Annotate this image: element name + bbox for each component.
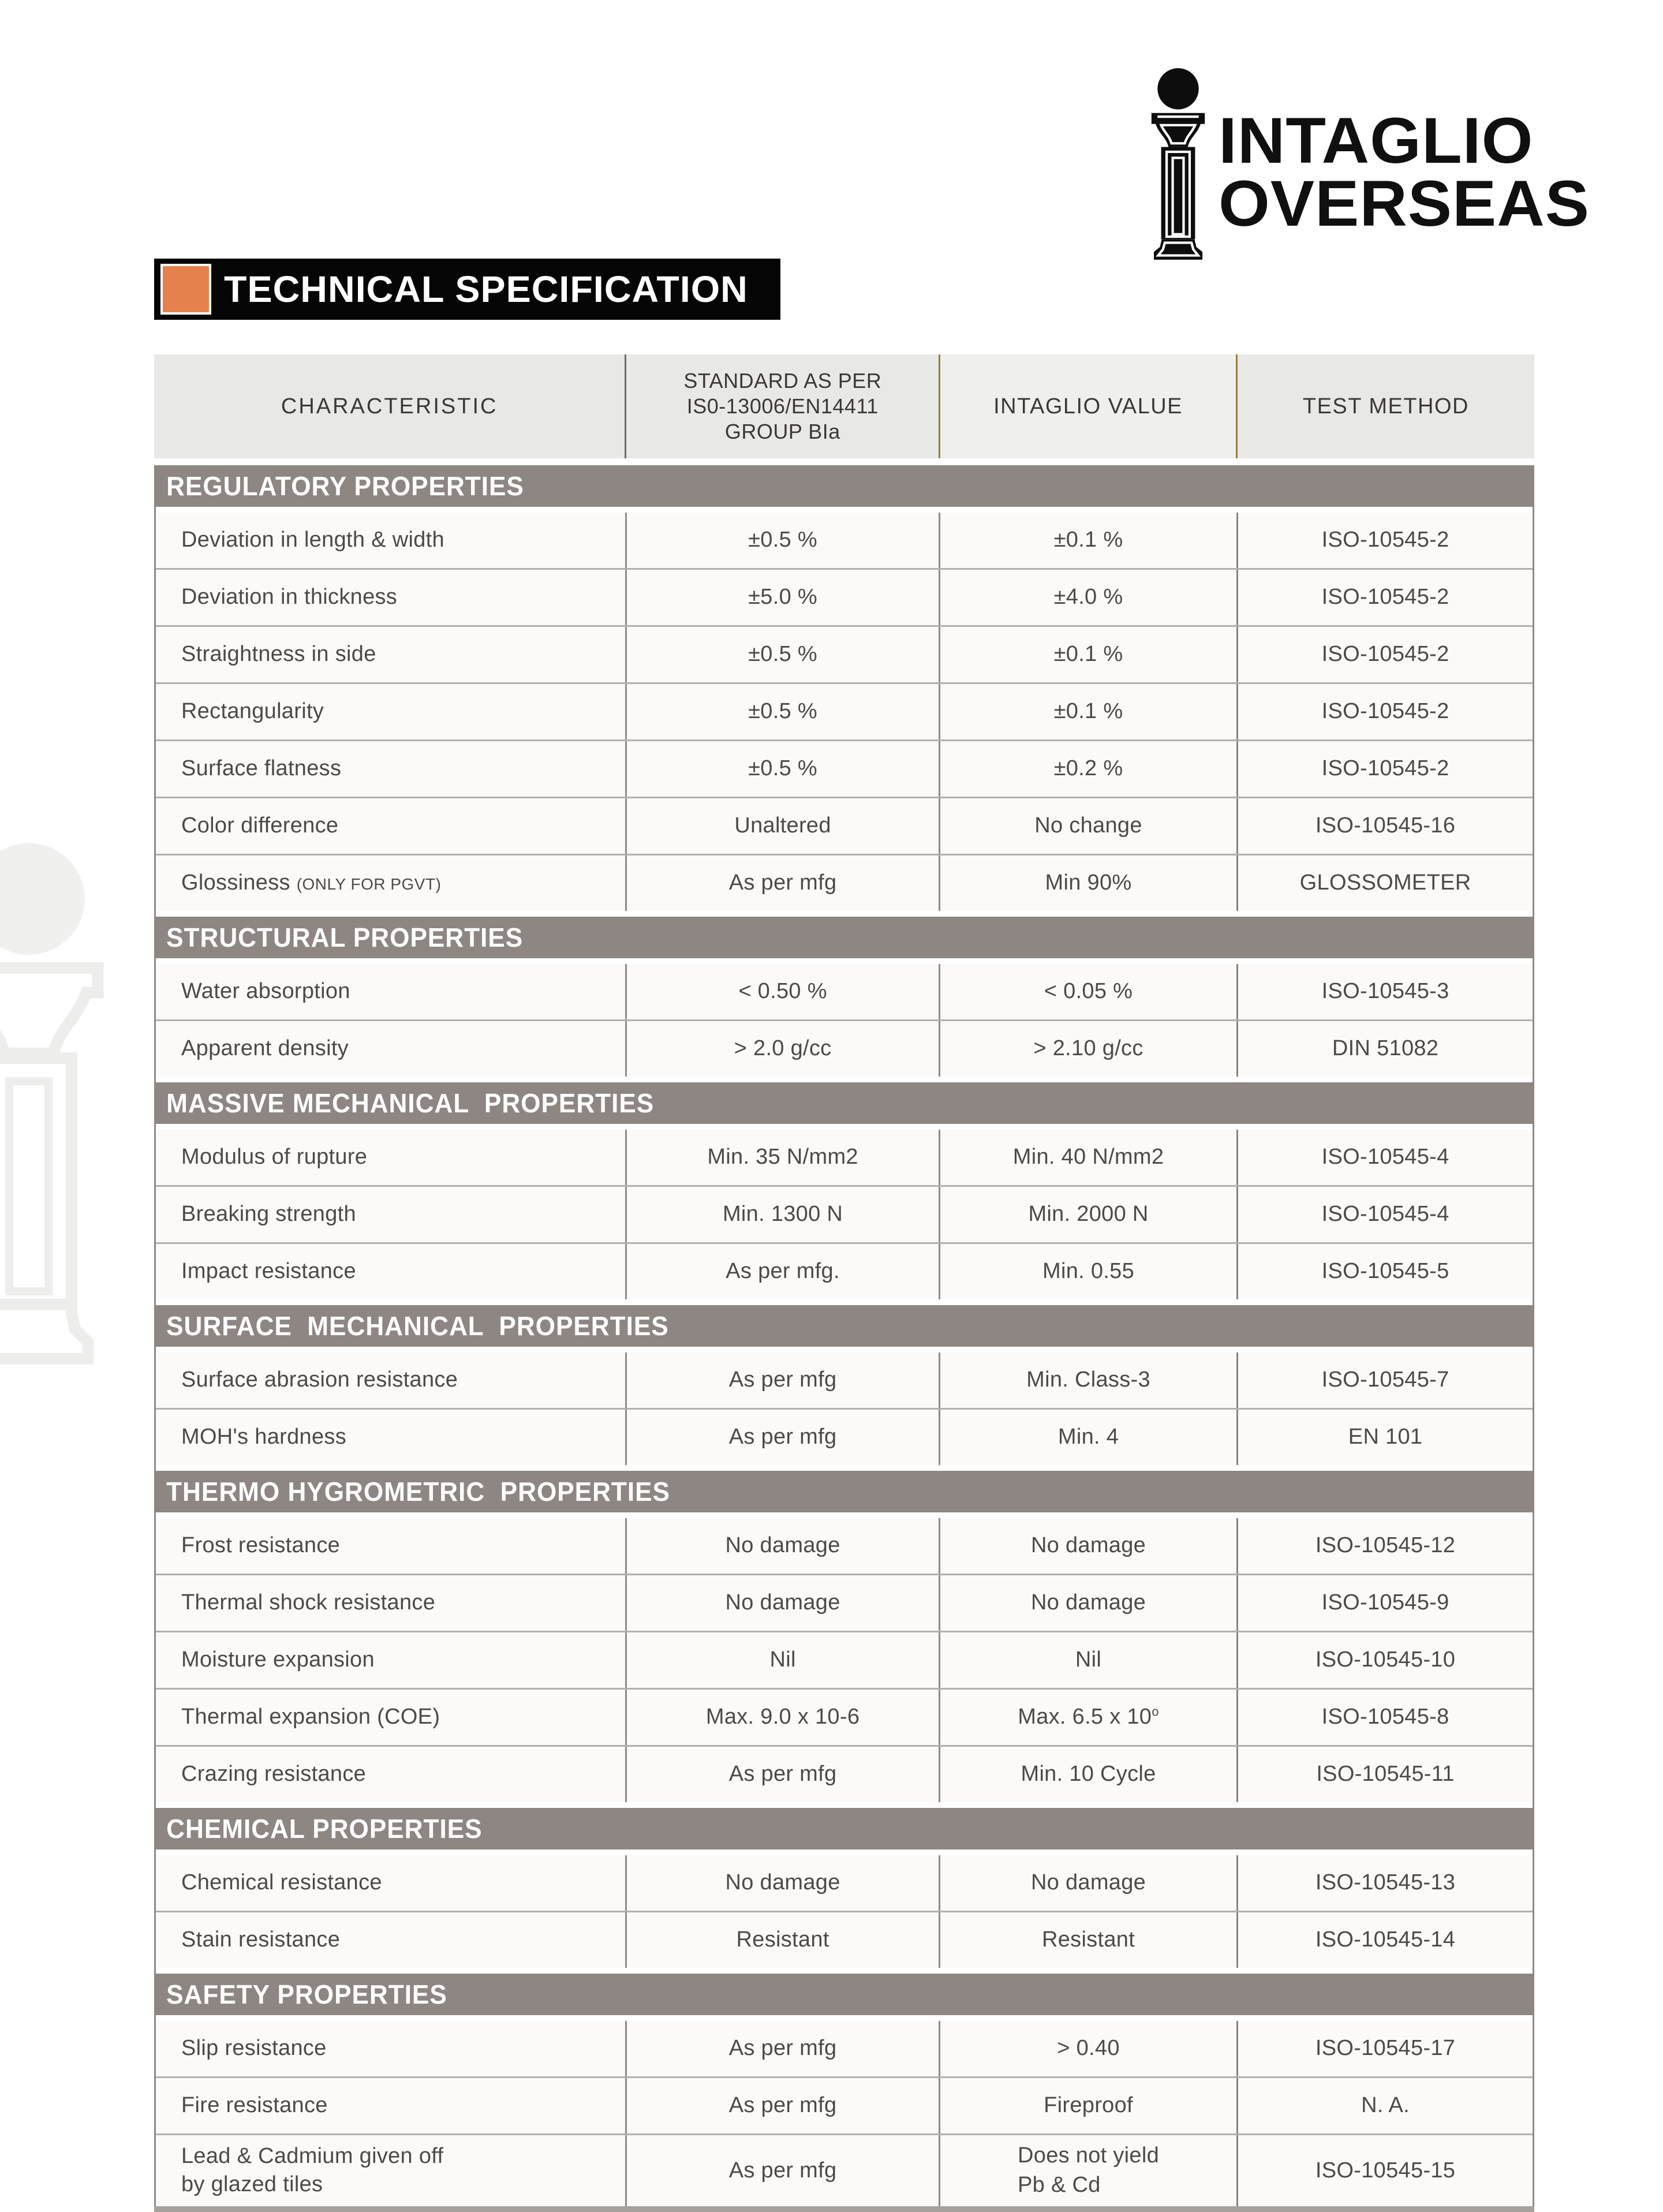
table-row-color-difference (156, 797, 1533, 854)
test-method-text: DIN 51082 (1332, 1036, 1439, 1061)
table-row-surface-abrasion-resistance (156, 1352, 1533, 1408)
cell-test-method (1236, 570, 1533, 625)
cell-intaglio-value (939, 1021, 1236, 1077)
intaglio-value-text: Does not yield Pb & Cd (1018, 2143, 1160, 2198)
cell-intaglio-value (939, 1187, 1236, 1242)
characteristic-text: Straightness in side (181, 642, 376, 667)
cell-characteristic (156, 964, 625, 1019)
standard-value-text: No damage (725, 1590, 840, 1615)
cell-intaglio-value (939, 798, 1236, 854)
brand-name-line1: INTAGLIO (1219, 104, 1534, 177)
standard-value-text: ±0.5 % (748, 528, 817, 552)
cell-intaglio-value (939, 741, 1236, 797)
table-row-crazing-resistance (156, 1745, 1533, 1802)
characteristic-text: MOH's hardness (181, 1425, 346, 1449)
brand-name-line2: OVERSEAS (1219, 167, 1590, 240)
section-header-label: SURFACE MECHANICAL PROPERTIES (166, 1311, 669, 1341)
cell-characteristic (156, 1575, 625, 1631)
standard-value-text: As per mfg (728, 1425, 837, 1449)
standard-value-text: As per mfg (728, 1367, 837, 1392)
table-row-deviation-in-thickness (156, 568, 1533, 625)
cell-characteristic (156, 741, 625, 797)
cell-test-method (1236, 1912, 1533, 1968)
standard-value-text: As per mfg (728, 2036, 837, 2061)
cell-standard-value (625, 1187, 939, 1242)
cell-standard-value (625, 1021, 939, 1077)
cell-standard-value (625, 1518, 939, 1574)
test-method-text: ISO-10545-7 (1321, 1367, 1449, 1392)
table-row-fire-resistance (156, 2076, 1533, 2133)
cell-test-method (1236, 1632, 1533, 1688)
section-header-massive-mechanical-properties (154, 1082, 1534, 1124)
cell-standard-value (625, 1690, 939, 1745)
characteristic-text: Chemical resistance (181, 1870, 382, 1895)
cell-test-method (1236, 1410, 1533, 1465)
cell-characteristic (156, 1912, 625, 1968)
cell-characteristic (156, 1410, 625, 1465)
cell-test-method (1236, 1690, 1533, 1745)
characteristic-text: Fire resistance (181, 2093, 328, 2118)
standard-value-text: ±5.0 % (748, 585, 817, 610)
characteristic-text: Deviation in length & width (181, 528, 444, 552)
cell-intaglio-value (939, 964, 1236, 1019)
characteristic-text: Moisture expansion (181, 1647, 375, 1672)
table-row-impact-resistance (156, 1242, 1533, 1299)
cell-intaglio-value (939, 1912, 1236, 1968)
cell-standard-value (625, 1912, 939, 1968)
cell-intaglio-value (939, 513, 1236, 568)
cell-standard-value (625, 964, 939, 1019)
cell-test-method (1236, 1187, 1533, 1242)
cell-intaglio-value (939, 1690, 1236, 1745)
test-method-text: ISO-10545-5 (1321, 1259, 1449, 1284)
table-row-stain-resistance (156, 1911, 1533, 1968)
table-body (154, 465, 1534, 2212)
cell-characteristic (156, 684, 625, 739)
cell-intaglio-value (939, 2021, 1236, 2076)
cell-characteristic (156, 1244, 625, 1299)
table-row-apparent-density (156, 1019, 1533, 1077)
cell-intaglio-value (939, 1632, 1236, 1688)
intaglio-value-text: No damage (1030, 1870, 1146, 1895)
cell-standard-value (625, 1632, 939, 1688)
cell-standard-value (625, 2078, 939, 2133)
column-pillar-icon (1146, 67, 1210, 261)
table-header-row (154, 354, 1534, 458)
standard-value-text: ±0.5 % (748, 756, 817, 781)
cell-test-method (1236, 1575, 1533, 1631)
test-method-text: ISO-10545-2 (1321, 585, 1449, 610)
intaglio-value-text: Fireproof (1044, 2093, 1133, 2118)
standard-value-text: < 0.50 % (738, 979, 827, 1004)
characteristic-text: Surface abrasion resistance (181, 1367, 458, 1392)
section-header-label: REGULATORY PROPERTIES (166, 471, 524, 501)
intaglio-value-text: Min. 40 N/mm2 (1012, 1145, 1164, 1169)
table-row-water-absorption (156, 964, 1533, 1019)
test-method-text: ISO-10545-2 (1321, 699, 1449, 724)
table-row-moh-s-hardness (156, 1408, 1533, 1465)
cell-characteristic (156, 1021, 625, 1077)
section-header-label: MASSIVE MECHANICAL PROPERTIES (166, 1088, 655, 1118)
standard-value-text: As per mfg. (726, 1259, 840, 1284)
cell-characteristic (156, 798, 625, 854)
characteristic-text: Color difference (181, 813, 339, 838)
test-method-text: ISO-10545-4 (1321, 1202, 1449, 1227)
cell-characteristic (156, 1518, 625, 1574)
characteristic-text: Stain resistance (181, 1927, 341, 1952)
standard-value-text: ±0.5 % (748, 699, 817, 724)
column-header-test-method: TEST METHOD (1238, 354, 1534, 458)
cell-intaglio-value (939, 855, 1236, 911)
cell-intaglio-value (939, 627, 1236, 682)
cell-test-method (1236, 1747, 1533, 1802)
intaglio-value-text: ±0.1 % (1053, 528, 1123, 552)
test-method-text: ISO-10545-8 (1321, 1705, 1449, 1729)
characteristic-text: Breaking strength (181, 1202, 356, 1227)
standard-value-text: Max. 9.0 x 10-6 (705, 1705, 860, 1729)
section-header-label: SAFETY PROPERTIES (166, 1979, 447, 2009)
characteristic-text: Frost resistance (181, 1533, 341, 1558)
section-header-label: CHEMICAL PROPERTIES (166, 1814, 483, 1844)
cell-standard-value (625, 684, 939, 739)
cell-characteristic (156, 1690, 625, 1745)
cell-characteristic (156, 627, 625, 682)
table-row-modulus-of-rupture (156, 1130, 1533, 1185)
table-row-straightness-in-side (156, 625, 1533, 682)
intaglio-value-text: ±4.0 % (1053, 585, 1123, 610)
cell-standard-value (625, 1130, 939, 1185)
standard-value-text: No damage (725, 1870, 840, 1895)
cell-test-method (1236, 1855, 1533, 1911)
standard-value-text: Min. 35 N/mm2 (707, 1145, 858, 1169)
test-method-text: ISO-10545-3 (1321, 979, 1449, 1004)
characteristic-text: Glossiness (ONLY FOR PGVT) (181, 870, 442, 895)
table-row-rectangularity (156, 682, 1533, 739)
cell-standard-value (625, 1410, 939, 1465)
cell-test-method (1236, 798, 1533, 854)
table-row-glossiness (156, 854, 1533, 911)
intaglio-value-text: Nil (1075, 1647, 1102, 1672)
table-row-surface-flatness (156, 739, 1533, 797)
characteristic-text: Slip resistance (181, 2036, 327, 2061)
cell-test-method (1236, 1021, 1533, 1077)
intaglio-value-text: Min 90% (1045, 870, 1132, 895)
cell-standard-value (625, 1244, 939, 1299)
cell-intaglio-value (939, 2078, 1236, 2133)
cell-test-method (1236, 1352, 1533, 1408)
standard-value-text: ±0.5 % (748, 642, 817, 667)
cell-intaglio-value (939, 2135, 1236, 2206)
standard-value-text: As per mfg (728, 870, 837, 895)
cell-characteristic (156, 1352, 625, 1408)
characteristic-note: (ONLY FOR PGVT) (296, 875, 442, 894)
column-header-intaglio-value: INTAGLIO VALUE (939, 354, 1238, 458)
section-header-regulatory-properties (154, 465, 1534, 507)
cell-standard-value (625, 570, 939, 625)
section-header-surface-mechanical-properties (154, 1305, 1534, 1347)
section-header-chemical-properties (154, 1808, 1534, 1849)
cell-characteristic (156, 1747, 625, 1802)
cell-characteristic (156, 2135, 625, 2206)
cell-characteristic (156, 1187, 625, 1242)
section-header-thermo-hygrometric-properties (154, 1471, 1534, 1512)
test-method-text: ISO-10545-12 (1315, 1533, 1456, 1558)
standard-value-text: Nil (769, 1647, 796, 1672)
cell-standard-value (625, 513, 939, 568)
cell-intaglio-value (939, 1855, 1236, 1911)
intaglio-value-text: Min. Class-3 (1026, 1367, 1150, 1392)
characteristic-text: Modulus of rupture (181, 1145, 368, 1169)
intaglio-value-text: Min. 2000 N (1028, 1202, 1149, 1227)
cell-intaglio-value (939, 1130, 1236, 1185)
title-bar (154, 259, 780, 320)
test-method-text: ISO-10545-11 (1316, 1762, 1455, 1787)
cell-characteristic (156, 1855, 625, 1911)
cell-test-method (1236, 1130, 1533, 1185)
intaglio-value-text: No change (1034, 813, 1142, 838)
test-method-text: ISO-10545-2 (1321, 528, 1449, 552)
test-method-text: ISO-10545-2 (1321, 642, 1449, 667)
characteristic-text: Rectangularity (181, 699, 324, 724)
cell-standard-value (625, 1855, 939, 1911)
cell-standard-value (625, 2135, 939, 2206)
cell-test-method (1236, 2021, 1533, 2076)
standard-value-text: Unaltered (734, 813, 831, 838)
intaglio-value-text: Max. 6.5 x 10$^o$ (1018, 1704, 1159, 1729)
characteristic-text: Apparent density (181, 1036, 349, 1061)
section-header-label: THERMO HYGROMETRIC PROPERTIES (166, 1477, 670, 1507)
cell-characteristic (156, 2021, 625, 2076)
column-header-standard: STANDARD AS PER IS0-13006/EN14411 GROUP BIa (625, 354, 939, 458)
table-row-deviation-in-length-width (156, 513, 1533, 568)
section-header-structural-properties (154, 917, 1534, 958)
test-method-text: ISO-10545-4 (1321, 1145, 1449, 1169)
standard-value-text: As per mfg (728, 2158, 837, 2183)
intaglio-value-text: No damage (1030, 1590, 1146, 1615)
intaglio-value-text: Resistant (1041, 1927, 1135, 1952)
test-method-text: ISO-10545-13 (1315, 1870, 1456, 1895)
test-method-text: GLOSSOMETER (1299, 870, 1471, 895)
characteristic-text: Thermal expansion (COE) (181, 1705, 440, 1729)
cell-standard-value (625, 855, 939, 911)
cell-characteristic (156, 570, 625, 625)
cell-test-method (1236, 2078, 1533, 2133)
cell-test-method (1236, 513, 1533, 568)
standard-value-text: As per mfg (728, 2093, 837, 2118)
brand-logo (1146, 67, 1590, 261)
cell-test-method (1236, 741, 1533, 797)
intaglio-value-text: Min. 0.55 (1042, 1259, 1135, 1284)
test-method-text: ISO-10545-16 (1315, 813, 1456, 838)
standard-value-text: No damage (725, 1533, 840, 1558)
table-bottom-strip (154, 2206, 1534, 2212)
cell-standard-value (625, 798, 939, 854)
test-method-text: ISO-10545-15 (1315, 2158, 1456, 2183)
cell-test-method (1236, 964, 1533, 1019)
table-row-thermal-expansion-coe (156, 1688, 1533, 1745)
cell-intaglio-value (939, 1575, 1236, 1631)
standard-value-text: As per mfg (728, 1762, 837, 1787)
cell-characteristic (156, 1632, 625, 1688)
standard-value-text: Min. 1300 N (722, 1202, 843, 1227)
test-method-text: ISO-10545-14 (1315, 1927, 1456, 1952)
cell-test-method (1236, 627, 1533, 682)
test-method-text: ISO-10545-10 (1315, 1647, 1456, 1672)
characteristic-text: Crazing resistance (181, 1762, 367, 1787)
cell-intaglio-value (939, 1244, 1236, 1299)
intaglio-value-text: Min. 10 Cycle (1021, 1762, 1156, 1787)
specification-table (154, 354, 1534, 2212)
test-method-text: ISO-10545-17 (1315, 2036, 1456, 2061)
orange-accent-square (160, 264, 211, 315)
standard-value-text: > 2.0 g/cc (734, 1036, 832, 1061)
cell-characteristic (156, 2078, 625, 2133)
page-title: TECHNICAL SPECIFICATION (224, 268, 748, 310)
intaglio-value-text: < 0.05 % (1044, 979, 1133, 1004)
intaglio-value-text: ±0.2 % (1053, 756, 1123, 781)
cell-intaglio-value (939, 684, 1236, 739)
intaglio-value-text: > 0.40 (1057, 2036, 1120, 2061)
table-row-slip-resistance (156, 2021, 1533, 2076)
section-header-safety-properties (154, 1974, 1534, 2015)
cell-intaglio-value (939, 1747, 1236, 1802)
cell-test-method (1236, 1518, 1533, 1574)
standard-value-text: Resistant (736, 1927, 829, 1952)
cell-test-method (1236, 2135, 1533, 2206)
table-row-thermal-shock-resistance (156, 1574, 1533, 1631)
cell-intaglio-value (939, 1410, 1236, 1465)
brand-name (1219, 104, 1590, 240)
superscript: o (1152, 1704, 1159, 1719)
cell-intaglio-value (939, 570, 1236, 625)
cell-intaglio-value (939, 1352, 1236, 1408)
test-method-text: N. A. (1361, 2093, 1410, 2118)
intaglio-value-text: > 2.10 g/cc (1033, 1036, 1143, 1061)
intaglio-value-text: Min. 4 (1057, 1425, 1119, 1449)
cell-standard-value (625, 627, 939, 682)
characteristic-text: Water absorption (181, 979, 350, 1004)
test-method-text: ISO-10545-2 (1321, 756, 1449, 781)
cell-test-method (1236, 855, 1533, 911)
test-method-text: EN 101 (1348, 1425, 1423, 1449)
table-row-moisture-expansion (156, 1631, 1533, 1688)
cell-test-method (1236, 1244, 1533, 1299)
cell-standard-value (625, 1575, 939, 1631)
cell-standard-value (625, 1747, 939, 1802)
cell-intaglio-value (939, 1518, 1236, 1574)
characteristic-text: Surface flatness (181, 756, 342, 781)
column-header-characteristic: CHARACTERISTIC (154, 354, 625, 458)
table-row-chemical-resistance (156, 1855, 1533, 1911)
cell-test-method (1236, 684, 1533, 739)
cell-standard-value (625, 1352, 939, 1408)
intaglio-value-text: ±0.1 % (1053, 699, 1123, 724)
characteristic-text: Lead & Cadmium given off by glazed tiles (181, 2143, 444, 2197)
pillar-watermark-icon (0, 840, 165, 1365)
cell-characteristic (156, 1130, 625, 1185)
section-header-label: STRUCTURAL PROPERTIES (166, 922, 524, 952)
characteristic-text: Thermal shock resistance (181, 1590, 436, 1615)
cell-standard-value (625, 741, 939, 797)
cell-characteristic (156, 513, 625, 568)
cell-characteristic (156, 855, 625, 911)
intaglio-value-text: No damage (1030, 1533, 1146, 1558)
cell-standard-value (625, 2021, 939, 2076)
table-row-breaking-strength (156, 1185, 1533, 1242)
table-row-lead-cadmium-given-off (156, 2133, 1533, 2206)
intaglio-value-text: ±0.1 % (1053, 642, 1123, 667)
test-method-text: ISO-10545-9 (1321, 1590, 1449, 1615)
characteristic-text: Impact resistance (181, 1259, 356, 1284)
table-row-frost-resistance (156, 1518, 1533, 1574)
characteristic-text: Deviation in thickness (181, 585, 398, 610)
